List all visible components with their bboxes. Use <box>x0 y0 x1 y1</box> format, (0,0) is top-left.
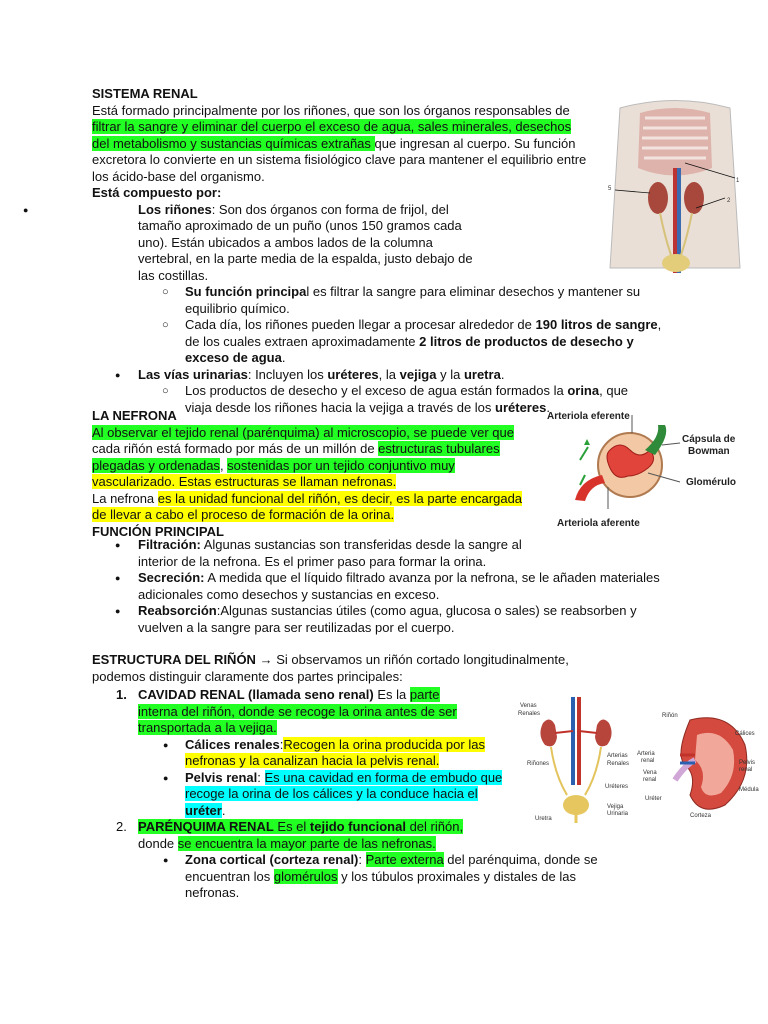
label-rinon: Riñón <box>662 713 678 719</box>
label-pelvis-renal: renal <box>739 767 753 773</box>
paragraph-line: cada riñón está formado por más de un millón de estructuras tubulares <box>92 441 500 456</box>
label-ureter: Uréter <box>645 796 662 802</box>
label-corteza: Corteza <box>690 813 712 819</box>
label-vena: Vena <box>643 770 657 776</box>
kidney-section-illustration <box>635 705 765 823</box>
figure-torso-urinary-system <box>600 98 750 278</box>
list-item: ● Las vías urinarias: Incluyen los uréteres, la vejiga y la uretra. <box>92 367 658 384</box>
paragraph-line: Está formado principalmente por los riñones, que son los órganos responsables de <box>92 102 570 118</box>
figure-glomerulus <box>540 405 765 530</box>
torso-illustration <box>600 98 750 278</box>
list-item: ● Filtración: Algunas sustancias son transferidas desde la sangre al interior de la nefrona. Es el primer paso para formar la orina. <box>92 537 528 570</box>
list-item: ○ Los productos de desecho y el exceso de agua están formados la orina, que viaja desde los riñones hacia la vejiga a través de los uréteres. <box>92 383 655 416</box>
urinary-tract-illustration <box>505 695 650 825</box>
subheading-compuesto: Está compuesto por: <box>92 185 222 200</box>
section-nefrona-list <box>92 537 672 636</box>
label-glomerulo: Glomérulo <box>686 477 737 488</box>
list-item: ● Pelvis renal: Es una cavidad en forma de embudo que recoge la orina de los cálices y la conduce hacia el uréter. <box>92 770 505 820</box>
paragraph-line: filtrar la sangre y eliminar del cuerpo el exceso de agua, sales minerales, desechos <box>92 119 572 134</box>
figure-label: 1 <box>736 178 740 184</box>
section-estructura <box>92 652 652 685</box>
label-vena-renal: renal <box>643 777 657 783</box>
paragraph-line: de llevar a cabo el proceso de formación de la orina. <box>92 507 395 522</box>
label-arterias: Arterias <box>607 753 628 759</box>
subheading-funcion: FUNCIÓN PRINCIPAL <box>92 523 224 539</box>
paragraph-line: vascularizado. Estas estructuras se llaman nefronas. <box>92 474 397 489</box>
bullet-list <box>0 202 590 285</box>
label-arteriola-eferente: Arteriola eferente <box>547 411 630 422</box>
label-arteria: Arteria <box>637 751 655 757</box>
section-sistema-renal-list <box>92 284 672 416</box>
label-ureteres: Uréteres <box>605 784 629 790</box>
paragraph-line: plegadas y ordenadas, sostenidas por un tejido conjuntivo muy <box>92 457 455 473</box>
figure-label: 5 <box>608 186 612 192</box>
glomerulus-illustration <box>540 405 765 530</box>
label-venas: Venas <box>520 703 537 709</box>
numbered-item: 2. PARÉNQUIMA RENAL Es el tejido funcional del riñón, donde se encuentra la mayor parte de las nefronas. <box>116 819 464 851</box>
paragraph-line: ESTRUCTURA DEL RIÑÓN → Si observamos un riñón cortado longitudinalmente, <box>92 652 569 667</box>
paragraph-line: Al observar el tejido renal (parénquima) al microscopio, se puede ver que <box>92 424 514 440</box>
label-uretra: Uretra <box>535 816 552 822</box>
label-urinaria: Urinaria <box>607 811 629 817</box>
list-item: ● Secreción: A medida que el líquido filtrado avanza por la nefrona, se le añaden materiales adicionales como desechos y sustancias en exceso. <box>92 570 663 603</box>
label-arteriola-aferente: Arteriola aferente <box>557 518 640 529</box>
list-item: ○ Cada día, los riñones pueden llegar a procesar alrededor de 190 litros de sangre, de los cuales extraen aproximadamente 2 litros de productos de desecho y exceso de agua. <box>92 317 665 367</box>
heading-sistema-renal: SISTEMA RENAL <box>92 86 198 101</box>
label-arteria-renal: renal <box>641 758 655 764</box>
paragraph-line: los ácido-base del organismo. <box>92 168 265 184</box>
paragraph-line: podemos distinguir claramente dos partes principales: <box>92 668 403 684</box>
label-rinones: Riñones <box>527 761 550 767</box>
label-pelvis: Pelvis <box>739 760 756 766</box>
heading-nefrona: LA NEFRONA <box>92 408 177 423</box>
list-item: ○ Su función principal es filtrar la sangre para eliminar desechos y mantener su equilibrio químico. <box>92 284 665 317</box>
label-bowman: Bowman <box>688 446 730 457</box>
label-arterias-renales: Renales <box>607 761 630 767</box>
paragraph-line: excretora lo convierte en un sistema fisiológico clave para mantener el equilibrio entre <box>92 152 587 167</box>
list-item: ● Cálices renales:Recogen la orina producida por las nefronas y la canalizan hacia la pelvis renal. <box>92 737 505 770</box>
label-capsula: Cápsula de <box>682 434 736 445</box>
list-item: ● Los riñones: Son dos órganos con forma de frijol, del tamaño aproximado de un puño (unos 150 gramos cada uno). Están ubicados a ambos lados de la columna vertebral, en la parte media de la espalda, justo debajo de las costillas. <box>0 202 490 285</box>
paragraph-line: del metabolismo y sustancias químicas extrañas que ingresan al cuerpo. Su función <box>92 135 576 151</box>
figure-label: 2 <box>727 198 731 204</box>
label-calices: Cálices <box>735 731 755 737</box>
figure-kidney-section <box>635 705 765 823</box>
list-item: ● Zona cortical (corteza renal): Parte externa del parénquima, donde se encuentran los glomérulos y los túbulos proximales y distales de las nefronas. <box>92 852 625 902</box>
list-item: ● Reabsorción:Algunas sustancias útiles (como agua, glucosa o sales) se reabsorben y vuelven a la sangre para ser reutilizadas por el cuerpo. <box>92 603 663 636</box>
label-medula: Médula <box>739 787 759 793</box>
heading-estructura: ESTRUCTURA DEL RIÑÓN <box>92 652 256 667</box>
label-vejiga: Vejiga <box>607 804 624 810</box>
numbered-item: 1. CAVIDAD RENAL (llamada seno renal) Es la parte interna del riñón, donde se recoge la orina antes de ser transportada a la vejiga. <box>116 687 457 735</box>
figure-urinary-tract <box>505 695 650 825</box>
paragraph-line: La nefrona es la unidad funcional del riñón, es decir, es la parte encargada <box>92 490 523 506</box>
label-renales: Renales <box>518 711 541 717</box>
